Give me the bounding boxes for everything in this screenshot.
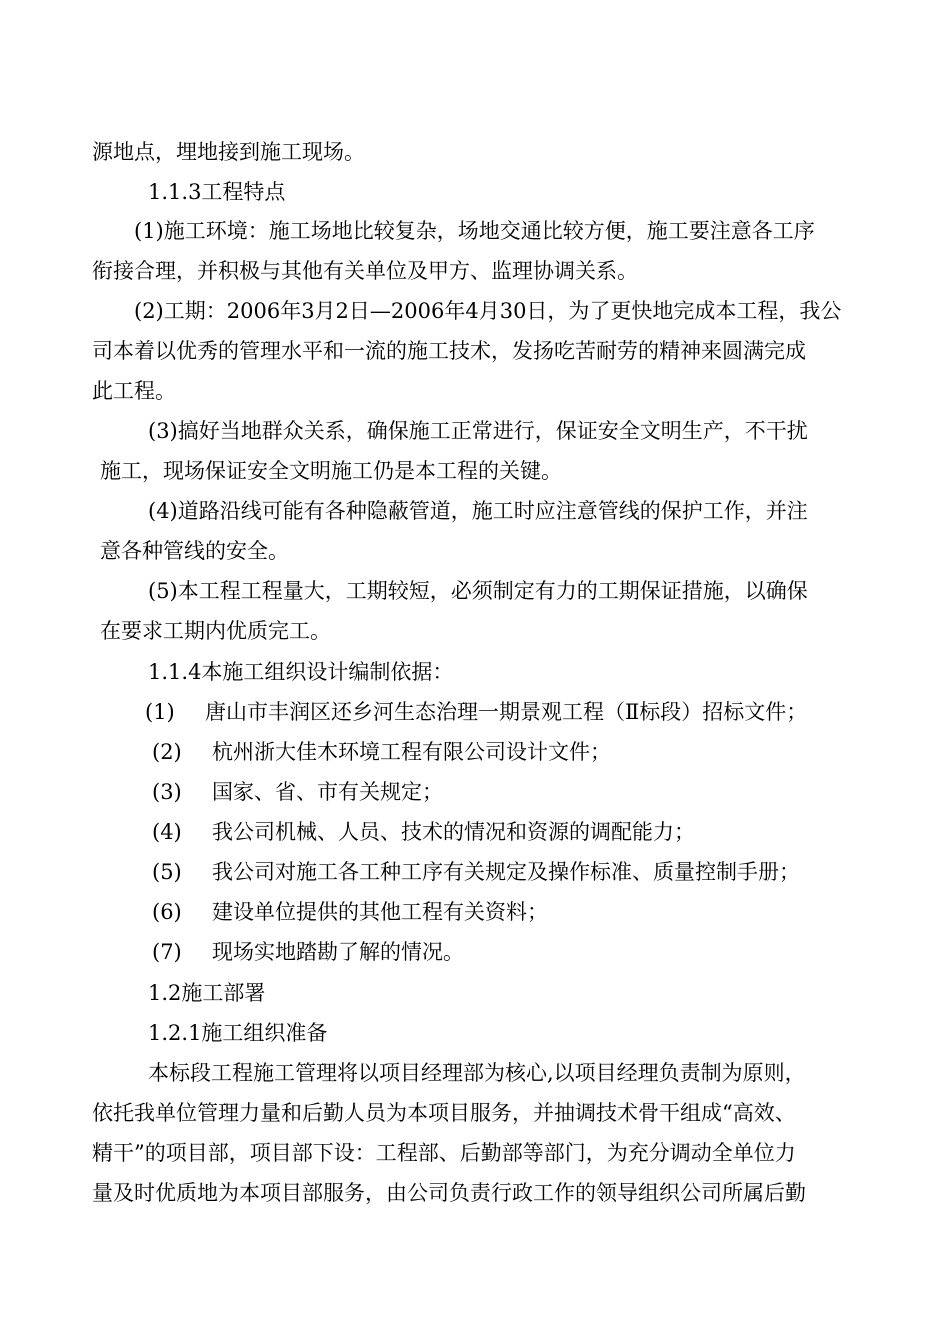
text-line: (2)工期：2006年3月2日—2006年4月30日，为了更快地完成本工程，我公 bbox=[134, 299, 842, 323]
list-item-number: (1) bbox=[145, 700, 175, 724]
list-item bbox=[152, 897, 852, 927]
list-item-number: (3) bbox=[152, 780, 182, 804]
text-line: (1)施工环境：施工场地比较复杂，场地交通比较方便，施工要注意各工序 bbox=[134, 219, 815, 243]
text-line: 精干”的项目部，项目部下设：工程部、后勤部等部门，为充分调动全单位力 bbox=[92, 1141, 796, 1165]
text-line: 施工，现场保证安全文明施工仍是本工程的关键。 bbox=[100, 459, 562, 483]
text-line: (3)搞好当地群众关系，确保施工正常进行，保证安全文明生产，不干扰 bbox=[148, 419, 808, 443]
text-line: 此工程。 bbox=[92, 379, 176, 403]
list-item-number: (6) bbox=[152, 900, 182, 924]
list-item-text: 杭州浙大佳木环境工程有限公司设计文件； bbox=[212, 740, 611, 764]
list-item bbox=[152, 857, 852, 887]
section-heading: 1.2.1施工组织准备 bbox=[148, 1021, 328, 1045]
text-line: 本标段工程施工管理将以项目经理部为核心,以项目经理负责制为原则， bbox=[148, 1061, 806, 1085]
list-item-text: 国家、省、市有关规定； bbox=[212, 780, 443, 804]
text-line: (5)本工程工程量大，工期较短，必须制定有力的工期保证措施，以确保 bbox=[148, 579, 808, 603]
text-line: 量及时优质地为本项目部服务，由公司负责行政工作的领导组织公司所属后勤 bbox=[92, 1181, 806, 1205]
text-line: 依托我单位管理力量和后勤人员为本项目服务，并抽调技术骨干组成“高效、 bbox=[92, 1101, 796, 1125]
section-heading: 1.1.4本施工组织设计编制依据： bbox=[148, 660, 454, 684]
section-heading: 1.1.3工程特点 bbox=[148, 180, 286, 204]
text-line: 源地点，埋地接到施工现场。 bbox=[92, 140, 365, 164]
list-item bbox=[152, 937, 852, 967]
list-item-text: 我公司对施工各工种工序有关规定及操作标准、质量控制手册； bbox=[212, 860, 800, 884]
list-item-text: 建设单位提供的其他工程有关资料； bbox=[212, 900, 548, 924]
list-item-text: 我公司机械、人员、技术的情况和资源的调配能力； bbox=[212, 820, 695, 844]
section-heading: 1.2施工部署 bbox=[148, 981, 266, 1005]
list-item bbox=[152, 817, 852, 847]
text-line: 司本着以优秀的管理水平和一流的施工技术，发扬吃苦耐劳的精神来圆满完成 bbox=[92, 339, 806, 363]
list-item-number: (5) bbox=[152, 860, 182, 884]
list-item-number: (2) bbox=[152, 740, 182, 764]
text-line: 在要求工期内优质完工。 bbox=[100, 619, 331, 643]
list-item bbox=[152, 777, 852, 807]
list-item bbox=[145, 697, 865, 727]
list-item-text: 唐山市丰润区还乡河生态治理一期景观工程（Ⅱ标段）招标文件； bbox=[205, 700, 808, 724]
text-line: 衔接合理，并积极与其他有关单位及甲方、监理协调关系。 bbox=[92, 259, 638, 283]
text-line: (4)道路沿线可能有各种隐蔽管道，施工时应注意管线的保护工作，并注 bbox=[148, 499, 808, 523]
list-item-number: (4) bbox=[152, 820, 182, 844]
list-item-number: (7) bbox=[152, 940, 182, 964]
text-line: 意各种管线的安全。 bbox=[100, 539, 289, 563]
list-item-text: 现场实地踏勘了解的情况。 bbox=[212, 940, 464, 964]
list-item bbox=[152, 737, 852, 767]
